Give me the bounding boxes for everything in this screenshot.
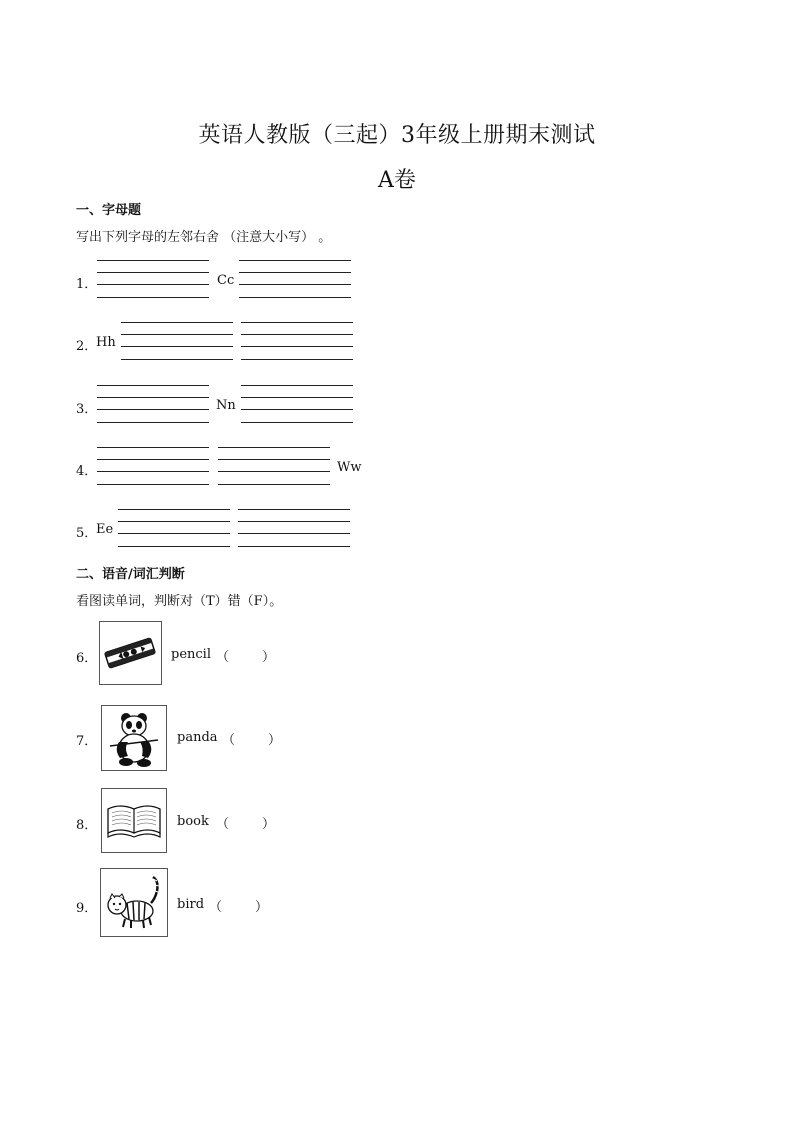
answer-line [241,322,353,323]
question-number: 2． [76,339,98,354]
answer-line [97,284,209,285]
answer-line [241,409,353,410]
panda-icon [101,705,167,771]
section1-instruction: 写出下列字母的左邻右舍 （注意大小写） 。 [76,230,332,245]
answer-line [97,397,209,398]
item-word: pencil [171,647,211,662]
answer-line [218,447,330,448]
answer-line [239,260,351,261]
item-word: book [177,814,209,829]
answer-line [121,334,233,335]
answer-line [218,471,330,472]
pencil-box-icon [99,621,162,685]
answer-paren-open: （ [209,900,223,915]
answer-line [238,509,350,510]
answer-line [218,459,330,460]
question-number: 7． [76,734,98,749]
question-number: 4． [76,464,98,479]
answer-line [97,260,209,261]
section2-heading: 二、语音/词汇判断 [76,567,185,582]
answer-line [238,533,350,534]
answer-line [218,484,330,485]
answer-paren-close[interactable]: ） [268,733,282,748]
given-letter: Nn [216,398,236,413]
answer-line [121,322,233,323]
answer-line [118,546,230,547]
question-number: 6． [76,651,98,666]
answer-line [97,409,209,410]
answer-line [241,397,353,398]
answer-line [238,546,350,547]
answer-line [97,459,209,460]
section2-instruction: 看图读单词，判断对（T）错（F）。 [76,594,283,609]
answer-paren-open: （ [216,650,230,665]
question-number: 5． [76,526,98,541]
answer-paren-close[interactable]: ） [262,650,276,665]
page-subtitle: A卷 [378,168,416,193]
answer-paren-open: （ [216,817,230,832]
answer-line [239,284,351,285]
answer-line [239,297,351,298]
given-letter: Hh [96,335,116,350]
given-letter: Ww [337,460,362,475]
answer-paren-close[interactable]: ） [262,817,276,832]
answer-line [97,484,209,485]
book-icon [101,788,167,853]
answer-line [241,422,353,423]
answer-line [97,422,209,423]
section1-heading: 一、字母题 [76,203,142,218]
answer-line [97,272,209,273]
answer-line [239,272,351,273]
answer-line [97,471,209,472]
answer-paren-close[interactable]: ） [255,900,269,915]
answer-paren-open: （ [222,733,236,748]
question-number: 9． [76,901,98,916]
page-title: 英语人教版（三起）3年级上册期末测试 [198,123,596,148]
answer-line [97,447,209,448]
answer-line [97,297,209,298]
answer-line [121,346,233,347]
answer-line [121,359,233,360]
item-word: bird [177,897,205,912]
given-letter: Ee [96,522,114,537]
answer-line [241,385,353,386]
question-number: 1． [76,277,98,292]
question-number: 3． [76,402,98,417]
answer-line [118,509,230,510]
answer-line [241,346,353,347]
item-word: panda [177,730,218,745]
answer-line [241,359,353,360]
given-letter: Cc [217,273,235,288]
answer-line [118,521,230,522]
answer-line [118,533,230,534]
question-number: 8． [76,818,98,833]
answer-line [97,385,209,386]
answer-line [238,521,350,522]
tiger-icon [100,868,168,937]
answer-line [241,334,353,335]
